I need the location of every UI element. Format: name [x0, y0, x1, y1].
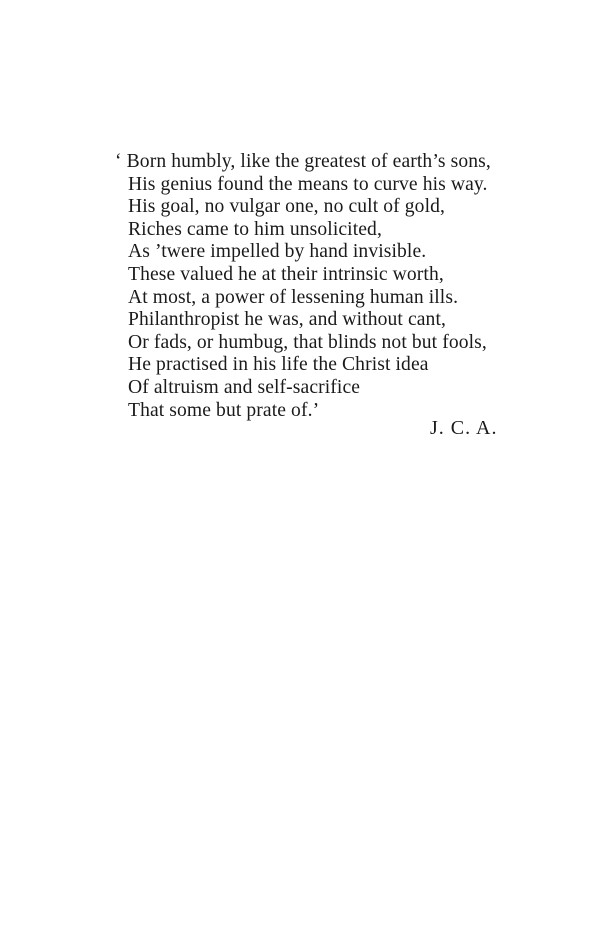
- poem-line-1: ‘ Born humbly, like the greatest of earth’s sons,: [115, 151, 491, 172]
- poem-signature: J. C. A.: [430, 417, 498, 439]
- poem-line-3: His goal, no vulgar one, no cult of gold,: [128, 196, 446, 218]
- poem-block: [115, 151, 515, 422]
- poem-line-12: That some but prate of.’: [128, 399, 320, 421]
- poem-line-7: At most, a power of lessening human ills.: [128, 286, 459, 308]
- poem-line-5: As ’twere impelled by hand invisible.: [128, 241, 427, 263]
- poem-line-2: His genius found the means to curve his way.: [128, 173, 488, 195]
- poem-line-9: Or fads, or humbug, that blinds not but fools,: [128, 331, 487, 353]
- poem-line-10: He practised in his life the Christ idea: [128, 354, 429, 376]
- poem-line-6: These valued he at their intrinsic worth,: [128, 263, 444, 285]
- poem-line-4: Riches came to him unsolicited,: [128, 218, 382, 240]
- poem-line-11: Of altruism and self-sacrifice: [128, 376, 361, 398]
- poem-line-8: Philanthropist he was, and without cant,: [128, 309, 446, 331]
